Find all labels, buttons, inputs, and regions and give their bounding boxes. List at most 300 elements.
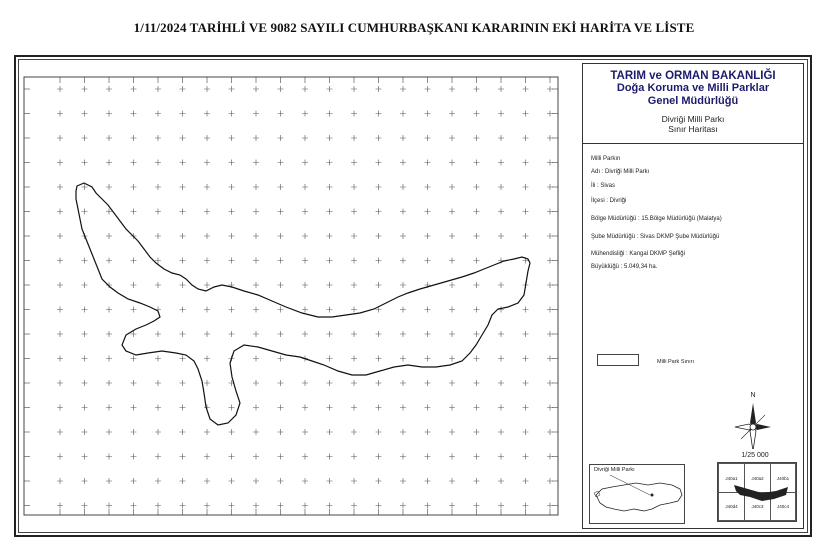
grid-cross: [253, 478, 259, 484]
grid-cross: [57, 380, 63, 386]
grid-cross: [204, 233, 210, 239]
grid-cross: [180, 111, 186, 117]
grid-cross: [82, 160, 88, 166]
grid-cross: [351, 356, 357, 362]
grid-cross: [400, 135, 406, 141]
attribute-name: Adı : Divriği Milli Parkı: [591, 169, 650, 175]
grid-cross: [523, 454, 529, 460]
grid-cross: [57, 282, 63, 288]
grid-cross: [106, 405, 112, 411]
grid-cross: [376, 184, 382, 190]
grid-cross: [155, 356, 161, 362]
grid-cross: [302, 184, 308, 190]
grid-cross: [327, 209, 333, 215]
grid-cross: [278, 380, 284, 386]
grid-cross: [376, 233, 382, 239]
grid-cross: [425, 503, 431, 509]
grid-cross: [449, 380, 455, 386]
grid-cross: [82, 331, 88, 337]
grid-cross: [229, 503, 235, 509]
grid-cross: [400, 282, 406, 288]
grid-cross: [131, 503, 137, 509]
ministry-name: TARIM ve ORMAN BAKANLIĞI: [610, 70, 776, 82]
grid-cross: [351, 307, 357, 313]
grid-cross: [278, 356, 284, 362]
grid-cross: [327, 258, 333, 264]
grid-cross: [376, 282, 382, 288]
grid-cross: [204, 380, 210, 386]
grid-cross: [351, 429, 357, 435]
grid-cross: [278, 429, 284, 435]
grid-cross: [400, 258, 406, 264]
grid-cross: [278, 233, 284, 239]
grid-cross: [351, 405, 357, 411]
grid-cross: [327, 405, 333, 411]
grid-cross: [253, 184, 259, 190]
grid-cross: [425, 356, 431, 362]
grid-cross: [106, 233, 112, 239]
grid-cross: [474, 258, 480, 264]
grid-cross: [82, 356, 88, 362]
grid-cross: [253, 209, 259, 215]
grid-cross: [253, 258, 259, 264]
directorate-name-line2: Genel Müdürlüğü: [647, 95, 739, 107]
sheet-index-cell: J40c4: [770, 492, 796, 521]
grid-cross: [155, 405, 161, 411]
grid-cross: [180, 503, 186, 509]
national-park-boundary: [76, 183, 530, 425]
grid-cross: [204, 356, 210, 362]
info-panel: [582, 63, 804, 529]
grid-cross: [351, 111, 357, 117]
grid-cross: [106, 111, 112, 117]
grid-cross: [253, 307, 259, 313]
grid-cross: [327, 429, 333, 435]
grid-cross: [449, 331, 455, 337]
grid-cross: [155, 282, 161, 288]
grid-cross: [376, 478, 382, 484]
grid-cross: [327, 282, 333, 288]
grid-cross: [278, 160, 284, 166]
grid-cross: [425, 111, 431, 117]
grid-cross: [204, 111, 210, 117]
grid-cross: [425, 135, 431, 141]
grid-cross: [376, 454, 382, 460]
grid-cross: [82, 209, 88, 215]
grid-cross: [106, 258, 112, 264]
grid-cross: [106, 380, 112, 386]
grid-cross: [449, 282, 455, 288]
grid-cross: [82, 429, 88, 435]
grid-cross: [351, 380, 357, 386]
grid-cross: [204, 478, 210, 484]
grid-cross: [106, 184, 112, 190]
grid-cross: [57, 258, 63, 264]
grid-cross: [474, 478, 480, 484]
grid-cross: [498, 111, 504, 117]
grid-cross: [302, 160, 308, 166]
grid-cross: [106, 356, 112, 362]
grid-cross: [278, 209, 284, 215]
grid-cross: [155, 160, 161, 166]
grid-cross: [229, 135, 235, 141]
grid-cross: [82, 282, 88, 288]
grid-cross: [474, 331, 480, 337]
grid-cross: [57, 111, 63, 117]
legend-boundary-label: Milli Park Sınırı: [657, 359, 694, 365]
grid-cross: [351, 503, 357, 509]
grid-cross: [400, 454, 406, 460]
grid-cross: [302, 503, 308, 509]
grid-cross: [449, 209, 455, 215]
grid-cross: [327, 86, 333, 92]
grid-cross: [498, 405, 504, 411]
grid-cross: [523, 160, 529, 166]
grid-cross: [180, 454, 186, 460]
grid-cross: [425, 160, 431, 166]
grid-cross: [204, 503, 210, 509]
attribute-regional-directorate: Bölge Müdürlüğü : 15.Bölge Müdürlüğü (Malatya): [591, 216, 722, 222]
north-arrow-icon: [733, 389, 773, 449]
grid-cross: [180, 356, 186, 362]
grid-cross: [523, 331, 529, 337]
grid-cross: [302, 478, 308, 484]
grid-cross: [400, 331, 406, 337]
map-name: Divriği Milli Parkı: [661, 114, 725, 124]
grid-cross: [253, 86, 259, 92]
directorate-name-line1: Doğa Koruma ve Milli Parklar: [616, 82, 770, 94]
grid-cross: [376, 429, 382, 435]
grid-cross: [400, 233, 406, 239]
grid-cross: [57, 503, 63, 509]
grid-cross: [376, 258, 382, 264]
grid-cross: [400, 160, 406, 166]
map-canvas: [22, 63, 577, 529]
grid-cross: [523, 356, 529, 362]
park-footprint-icon: [718, 463, 796, 521]
grid-cross: [204, 282, 210, 288]
grid-cross: [204, 454, 210, 460]
grid-cross: [278, 331, 284, 337]
grid-cross: [302, 258, 308, 264]
grid-cross: [523, 503, 529, 509]
grid-cross: [425, 209, 431, 215]
grid-cross: [302, 405, 308, 411]
grid-cross: [302, 429, 308, 435]
grid-cross: [253, 160, 259, 166]
grid-cross: [376, 356, 382, 362]
grid-cross: [82, 135, 88, 141]
grid-cross: [327, 380, 333, 386]
grid-cross: [474, 184, 480, 190]
grid-cross: [106, 307, 112, 313]
grid-cross: [204, 184, 210, 190]
inset-map-label: Divriği Milli Parkı: [594, 467, 635, 473]
grid-cross: [498, 380, 504, 386]
grid-cross: [57, 478, 63, 484]
grid-cross: [253, 380, 259, 386]
grid-cross: [204, 86, 210, 92]
grid-cross: [327, 184, 333, 190]
grid-cross: [278, 258, 284, 264]
grid-cross: [278, 503, 284, 509]
grid-cross: [425, 184, 431, 190]
grid-cross: [180, 331, 186, 337]
grid-cross: [523, 429, 529, 435]
grid-cross: [449, 503, 455, 509]
grid-cross: [131, 258, 137, 264]
grid-cross: [155, 209, 161, 215]
grid-cross: [400, 356, 406, 362]
grid-cross: [474, 233, 480, 239]
grid-cross: [425, 307, 431, 313]
grid-cross: [155, 184, 161, 190]
grid-cross: [523, 111, 529, 117]
grid-cross: [498, 282, 504, 288]
grid-cross: [449, 111, 455, 117]
grid-cross: [204, 258, 210, 264]
grid-cross: [180, 307, 186, 313]
grid-cross: [57, 135, 63, 141]
grid-cross: [278, 184, 284, 190]
grid-cross: [82, 503, 88, 509]
grid-cross: [204, 135, 210, 141]
grid-cross: [376, 111, 382, 117]
grid-cross: [425, 86, 431, 92]
map-scale: 1/25 000: [741, 452, 769, 459]
grid-cross: [229, 86, 235, 92]
grid-cross: [400, 405, 406, 411]
grid-cross: [155, 111, 161, 117]
grid-cross: [131, 454, 137, 460]
grid-cross: [155, 233, 161, 239]
grid-cross: [180, 160, 186, 166]
grid-cross: [253, 503, 259, 509]
grid-cross: [106, 86, 112, 92]
grid-cross: [180, 135, 186, 141]
grid-cross: [180, 233, 186, 239]
grid-cross: [57, 160, 63, 166]
grid-cross: [498, 454, 504, 460]
grid-crosses: [57, 86, 553, 509]
grid-cross: [229, 429, 235, 435]
grid-cross: [474, 454, 480, 460]
grid-cross: [425, 478, 431, 484]
grid-cross: [229, 209, 235, 215]
grid-cross: [449, 135, 455, 141]
grid-cross: [278, 454, 284, 460]
sheet-index-cell: J40b1: [770, 463, 796, 493]
grid-cross: [131, 405, 137, 411]
attribute-engineering: Mühendisliği : Kangal DKMP Şefliği: [591, 251, 685, 257]
grid-cross: [155, 503, 161, 509]
grid-cross: [180, 209, 186, 215]
grid-cross: [253, 331, 259, 337]
grid-cross: [106, 478, 112, 484]
grid-cross: [82, 258, 88, 264]
grid-cross: [498, 503, 504, 509]
grid-cross: [229, 258, 235, 264]
grid-cross: [351, 160, 357, 166]
grid-cross: [351, 233, 357, 239]
grid-cross: [400, 429, 406, 435]
grid-cross: [204, 429, 210, 435]
grid-cross: [253, 429, 259, 435]
grid-cross: [474, 160, 480, 166]
grid-cross: [425, 331, 431, 337]
grid-cross: [474, 86, 480, 92]
grid-cross: [474, 405, 480, 411]
grid-cross: [498, 209, 504, 215]
grid-cross: [278, 135, 284, 141]
grid-cross: [351, 478, 357, 484]
grid-cross: [302, 307, 308, 313]
grid-cross: [449, 307, 455, 313]
grid-cross: [155, 429, 161, 435]
grid-cross: [229, 307, 235, 313]
grid-cross: [106, 503, 112, 509]
grid-cross: [327, 331, 333, 337]
grid-cross: [449, 405, 455, 411]
grid-cross: [82, 405, 88, 411]
grid-cross: [376, 209, 382, 215]
grid-cross: [253, 282, 259, 288]
map-neatline: [24, 77, 558, 515]
grid-cross: [253, 356, 259, 362]
grid-cross: [131, 209, 137, 215]
grid-cross: [474, 307, 480, 313]
grid-cross: [474, 503, 480, 509]
grid-cross: [57, 209, 63, 215]
grid-cross: [327, 356, 333, 362]
grid-cross: [449, 233, 455, 239]
grid-cross: [131, 380, 137, 386]
sheet-index-cell: J40a1: [718, 463, 745, 493]
grid-cross: [400, 503, 406, 509]
grid-cross: [57, 233, 63, 239]
grid-cross: [498, 86, 504, 92]
grid-cross: [253, 405, 259, 411]
sheet-index-cell: J40d4: [718, 492, 745, 521]
grid-cross: [474, 209, 480, 215]
grid-cross: [523, 209, 529, 215]
grid-cross: [180, 405, 186, 411]
grid-cross: [474, 282, 480, 288]
grid-cross: [425, 380, 431, 386]
grid-cross: [57, 429, 63, 435]
grid-cross: [498, 135, 504, 141]
grid-cross: [131, 429, 137, 435]
grid-cross: [523, 307, 529, 313]
sheet-index-cell: J40c3: [744, 492, 771, 521]
map-subtitle: Sınır Haritası: [668, 124, 718, 134]
grid-cross: [400, 380, 406, 386]
grid-cross: [302, 86, 308, 92]
grid-cross: [253, 135, 259, 141]
grid-cross: [449, 184, 455, 190]
grid-cross: [106, 429, 112, 435]
grid-cross: [180, 184, 186, 190]
grid-cross: [400, 111, 406, 117]
grid-cross: [302, 209, 308, 215]
legend-boundary-swatch: [597, 354, 639, 366]
grid-cross: [278, 307, 284, 313]
grid-cross: [523, 86, 529, 92]
grid-cross: [204, 331, 210, 337]
grid-cross: [449, 160, 455, 166]
grid-cross: [302, 111, 308, 117]
grid-cross: [449, 478, 455, 484]
grid-cross: [229, 111, 235, 117]
grid-cross: [449, 454, 455, 460]
grid-cross: [376, 405, 382, 411]
grid-cross: [351, 331, 357, 337]
grid-cross: [327, 233, 333, 239]
grid-cross: [425, 258, 431, 264]
grid-cross: [180, 258, 186, 264]
grid-cross: [82, 478, 88, 484]
grid-cross: [302, 233, 308, 239]
grid-cross: [229, 160, 235, 166]
grid-cross: [204, 307, 210, 313]
map-panel: [22, 63, 577, 529]
grid-cross: [180, 380, 186, 386]
grid-cross: [376, 380, 382, 386]
grid-cross: [57, 356, 63, 362]
grid-cross: [229, 184, 235, 190]
grid-cross: [278, 478, 284, 484]
grid-cross: [302, 380, 308, 386]
grid-cross: [449, 429, 455, 435]
grid-cross: [229, 405, 235, 411]
attribute-province: İli : Sivas: [591, 183, 616, 189]
grid-cross: [229, 454, 235, 460]
grid-cross: [57, 405, 63, 411]
grid-cross: [400, 86, 406, 92]
grid-cross: [57, 184, 63, 190]
grid-cross: [498, 429, 504, 435]
grid-cross: [57, 331, 63, 337]
grid-cross: [155, 86, 161, 92]
grid-cross: [253, 111, 259, 117]
grid-cross: [425, 233, 431, 239]
inset-map: [589, 464, 685, 524]
grid-cross: [229, 233, 235, 239]
grid-cross: [278, 111, 284, 117]
grid-cross: [278, 282, 284, 288]
grid-cross: [180, 478, 186, 484]
grid-cross: [131, 184, 137, 190]
grid-cross: [400, 209, 406, 215]
grid-cross: [57, 307, 63, 313]
grid-cross: [253, 454, 259, 460]
grid-cross: [523, 405, 529, 411]
grid-cross: [425, 405, 431, 411]
grid-cross: [229, 478, 235, 484]
grid-cross: [376, 160, 382, 166]
grid-cross: [155, 331, 161, 337]
grid-cross: [131, 307, 137, 313]
grid-cross: [82, 307, 88, 313]
grid-cross: [351, 184, 357, 190]
grid-cross: [400, 478, 406, 484]
grid-cross: [327, 160, 333, 166]
grid-cross: [302, 331, 308, 337]
grid-cross: [376, 331, 382, 337]
grid-cross: [82, 86, 88, 92]
grid-cross: [376, 503, 382, 509]
grid-cross: [523, 478, 529, 484]
